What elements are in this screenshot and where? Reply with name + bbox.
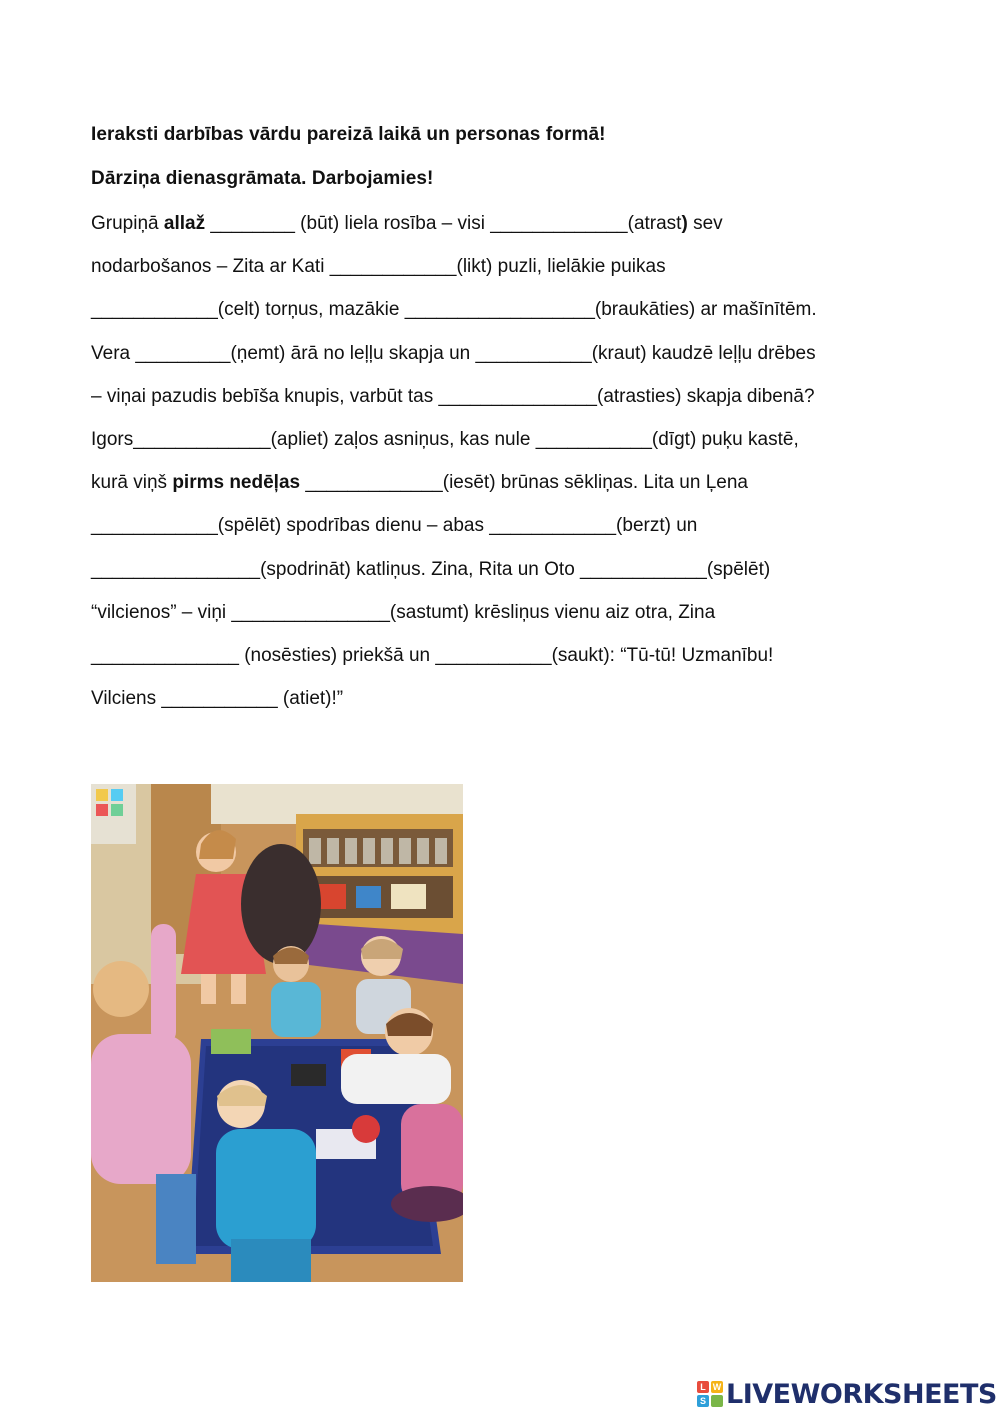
bold-segment: allaž [163, 213, 206, 234]
text-segment: sev [687, 213, 723, 234]
text-segment: kurā viņš [91, 472, 173, 494]
text-line [91, 644, 773, 668]
text-segment: Grupiņā [91, 213, 164, 234]
text-line [91, 514, 697, 538]
bold-segment: ) [681, 213, 688, 234]
text-line [91, 385, 815, 409]
instruction-heading: Ieraksti darbības vārdu pareizā laikā un personas formā! [91, 124, 606, 145]
logo-tile-red: L [697, 1381, 709, 1393]
text-segment: ________ (būt) liela rosība – visi _____________(atrast [205, 213, 682, 234]
text-segment: _____________(iesēt) brūnas sēkliņas. Lita un Ļena [300, 472, 748, 494]
text-segment: Igors_____________(apliet) zaļos asniņus, kas nule ___________(dīgt) puķu kastē, [91, 429, 799, 450]
text-line [91, 558, 770, 582]
text-line [91, 601, 715, 625]
text-line [91, 471, 748, 495]
text-line [91, 298, 817, 322]
text-segment: ____________(celt) torņus, mazākie __________________(braukāties) ar mašīnītēm. [91, 299, 817, 321]
logo-tile-yellow: W [712, 1382, 722, 1392]
text-line [91, 428, 799, 452]
text-segment: – viņai pazudis bebīša knupis, varbūt tas _______________(atrasties) skapja dibenā? [91, 385, 815, 407]
text-line [91, 212, 723, 236]
text-line [91, 687, 343, 711]
text-segment: Vera _________(ņemt) ārā no leļļu skapja un ___________(kraut) kaudzē leļļu drēbes [91, 342, 816, 364]
text-segment: “vilcienos” – viņi _______________(sastumt) krēsliņus vienu aiz otra, Zina [91, 601, 716, 623]
text-line [91, 342, 816, 366]
classroom-photo [91, 784, 463, 1282]
diary-title: Dārziņa dienasgrāmata. Darbojamies! [91, 168, 434, 189]
text-segment: nodarbošanos – Zita ar Kati ____________(likt) puzli, lielākie puikas [91, 256, 666, 278]
logo-tile-blue: S [697, 1395, 709, 1407]
text-segment: ____________(spēlēt) spodrības dienu – abas ____________(berzt) un [91, 515, 698, 537]
logo-tile-green [711, 1395, 723, 1407]
text-segment: ________________(spodrināt) katliņus. Zina, Rita un Oto ____________(spēlēt) [91, 558, 771, 580]
text-line [91, 255, 666, 279]
text-segment: ______________ (nosēsties) priekšā un ___________(saukt): “Tū-tū! Uzmanību! [91, 645, 774, 666]
logo-mark-icon [697, 1381, 723, 1407]
text-segment: Vilciens ___________ (atiet)!” [91, 688, 344, 710]
liveworksheets-logo [697, 1378, 997, 1410]
bold-segment: pirms nedēļas [172, 472, 301, 494]
logo-text: LIVEWORKSHEETS [726, 1378, 997, 1410]
